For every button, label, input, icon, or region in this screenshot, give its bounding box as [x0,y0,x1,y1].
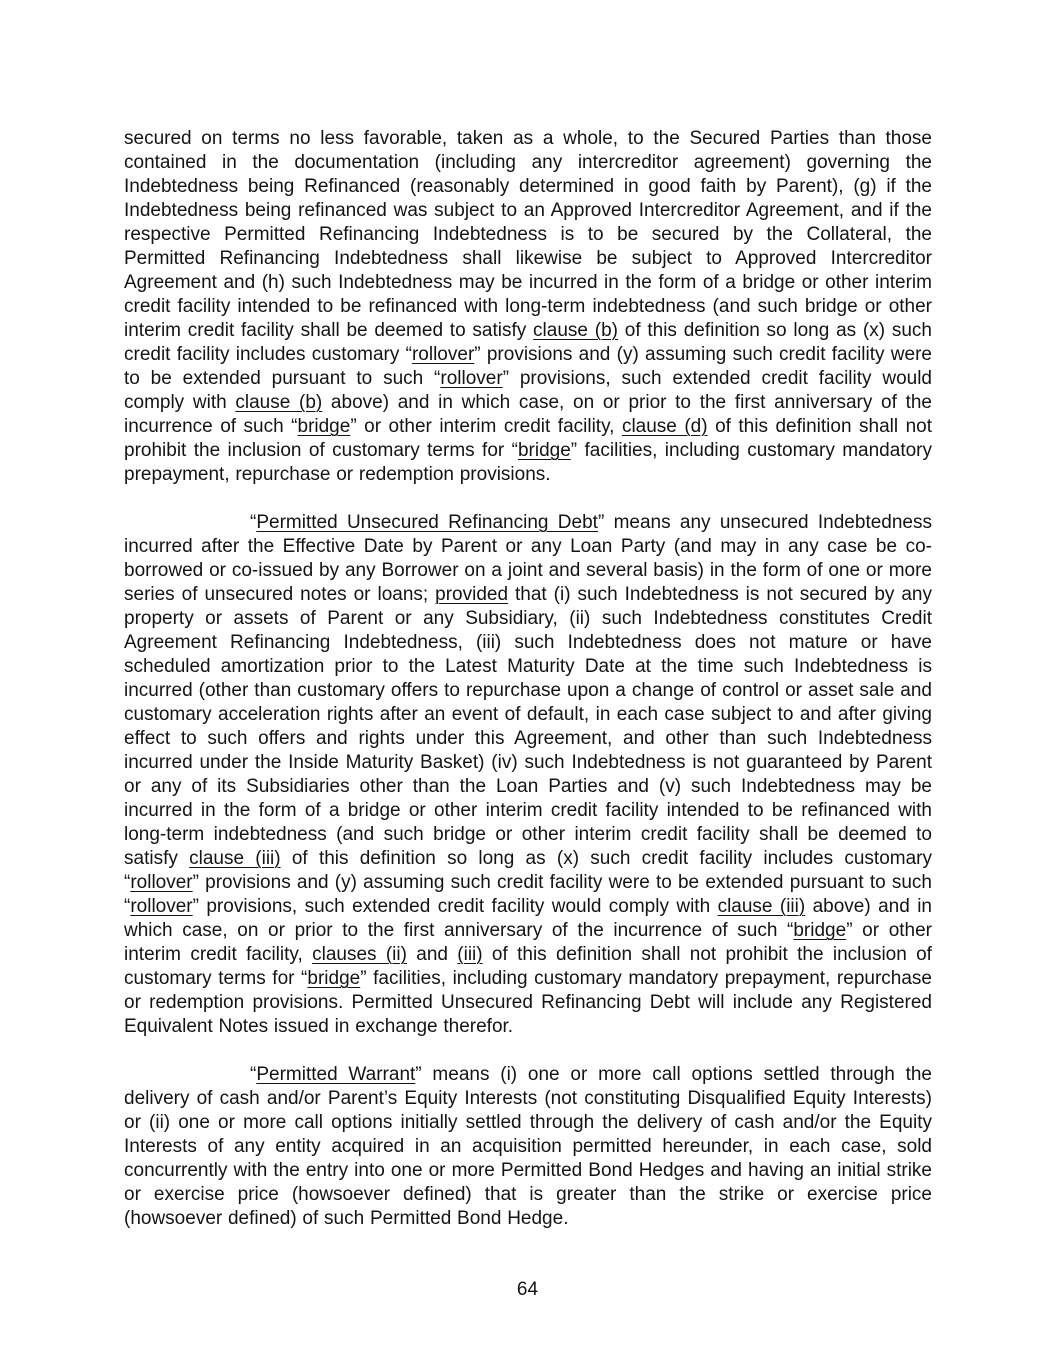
text-run: of this definition shall not prohibit the inclusion of customary terms for “ [124,416,932,461]
underlined-term: Permitted Warrant [256,1064,416,1085]
text-run: ” or other interim credit facility, [124,920,932,965]
underlined-term: clause (iii) [189,848,281,869]
underlined-term: rollover [130,872,193,893]
text-run: ” facilities, including customary mandatory prepayment, repurchase or redemption provisions. [124,440,932,485]
underlined-term: clauses (ii) [312,944,407,965]
underlined-term: bridge [517,440,571,461]
text-run: above) and in which case, on or prior to the first anniversary of the incurrence of such “ [124,896,932,941]
text-run: ” provisions, such extended credit facility would comply with [192,896,718,917]
text-run: “ [250,512,257,533]
underlined-term: clause (iii) [717,896,806,917]
underlined-term: rollover [411,344,475,365]
text-run: ” provisions and (y) assuming such credit facility were to be extended pursuant to such “ [124,872,932,917]
text-run: of this definition so long as (x) such credit facility includes customary “ [124,848,932,893]
paragraph-continuation-permitted-refinancing-indebtedness [124,127,932,487]
text-run: that (i) such Indebtedness is not secured by any property or assets of Parent or any Subsidiary, (ii) such Indebtedness constitutes Credit Agreement Refinancing Indebtedness, (iii) such Indebtedness does not mature or have scheduled amortization prior to the Latest Maturity Date at the time such Indebtedness is incurred (other than customary offers to repurchase upon a change of control or asset sale and customary acceleration rights after an event of default, in each case subject to and after giving effect to such offers and rights under this Agreement, and other than such Indebtedness incurred under the Inside Maturity Basket) (iv) such Indebtedness is not guaranteed by Parent or any of its Subsidiaries other than the Loan Parties and (v) such Indebtedness may be incurred in the form of a bridge or other interim credit facility intended to be refinanced with long-term indebtedness (and such bridge or other interim credit facility shall be deemed to satisfy [124,584,932,869]
underlined-term: clause (d) [621,416,708,437]
paragraph-definition-permitted-warrant [124,1063,932,1231]
text-run: ” facilities, including customary mandatory prepayment, repurchase or redemption provisions. Permitted Unsecured Refinancing Debt will include any Registered Equivalent Notes issued in exchange therefor. [124,968,932,1037]
underlined-term: Permitted Unsecured Refinancing Debt [256,512,598,533]
text-run: ” provisions and (y) assuming such credit facility were to be extended pursuant to such “ [124,344,932,389]
page-number: 64 [516,1279,539,1300]
text-run: ” provisions, such extended credit facility would comply with [124,368,932,413]
underlined-term: clause (b) [533,320,618,341]
paragraph-definition-permitted-unsecured-refinancing-debt [124,511,932,1039]
underlined-term: rollover [130,896,193,917]
text-run: ” means any unsecured Indebtedness incurred after the Effective Date by Parent or any Loan Party (and may in any case be co-borrowed or co-issued by any Borrower on a joint and several basis) in the form of one or more series of unsecured notes or loans; [124,512,932,605]
text-run: of this definition so long as (x) such credit facility includes customary “ [124,320,932,365]
text-run: and [406,944,458,965]
underlined-term: bridge [307,968,361,989]
text-run: above) and in which case, on or prior to the first anniversary of the incurrence of such “ [124,392,932,437]
text-run: ” means (i) one or more call options settled through the delivery of cash and/or Parent’s Equity Interests (not constituting Disqualified Equity Interests) or (ii) one or more call options initially settled through the delivery of cash and/or the Equity Interests of any entity acquired in an acquisition permitted hereunder, in each case, sold concurrently with the entry into one or more Permitted Bond Hedges and having an initial strike or exercise price (howsoever defined) that is greater than the strike or exercise price (howsoever defined) of such Permitted Bond Hedge. [124,1064,932,1229]
text-run: secured on terms no less favorable, taken as a whole, to the Secured Parties than those contained in the documentation (including any intercreditor agreement) governing the Indebtedness being Refinanced (reasonably determined in good faith by Parent), (g) if the Indebtedness being refinanced was subject to an Approved Intercreditor Agreement, and if the respective Permitted Refinancing Indebtedness is to be secured by the Collateral, the Permitted Refinancing Indebtedness shall likewise be subject to Approved Intercreditor Agreement and (h) such Indebtedness may be incurred in the form of a bridge or other interim credit facility intended to be refinanced with long-term indebtedness (and such bridge or other interim credit facility shall be deemed to satisfy [124,128,932,341]
text-run: of this definition shall not prohibit the inclusion of customary terms for “ [124,944,932,989]
underlined-term: rollover [440,368,503,389]
underlined-term: provided [435,584,509,605]
underlined-term: bridge [297,416,351,437]
underlined-term: (iii) [457,944,483,965]
text-column [124,127,932,1255]
underlined-term: bridge [793,920,847,941]
underlined-term: clause (b) [235,392,323,413]
text-run: “ [250,1064,257,1085]
text-run: ” or other interim credit facility, [350,416,622,437]
